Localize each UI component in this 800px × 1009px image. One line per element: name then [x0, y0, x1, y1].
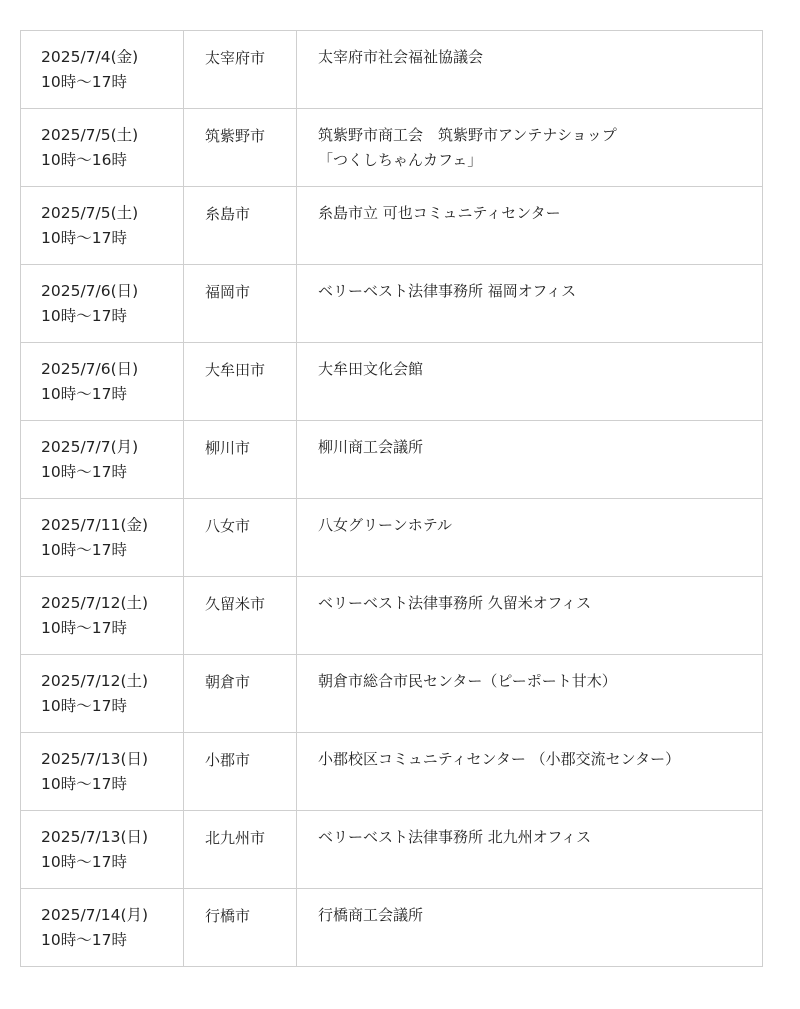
event-venue: 筑紫野市商工会 筑紫野市アンテナショップ: [318, 126, 617, 144]
date-cell: [21, 265, 184, 343]
schedule-table: [20, 30, 763, 967]
event-date: 2025/7/14(月): [41, 906, 149, 924]
event-date: 2025/7/4(金): [41, 48, 139, 66]
city-cell: [184, 421, 297, 499]
event-city: 福岡市: [205, 283, 251, 301]
table-row: [21, 811, 763, 889]
date-cell: [21, 655, 184, 733]
event-date: 2025/7/13(日): [41, 828, 149, 846]
event-date: 2025/7/7(月): [41, 438, 139, 456]
date-cell: [21, 889, 184, 967]
city-cell: [184, 343, 297, 421]
venue-cell: [297, 499, 763, 577]
city-cell: [184, 31, 297, 109]
table-row: [21, 889, 763, 967]
event-venue: 行橋商工会議所: [318, 906, 424, 924]
venue-cell: [297, 811, 763, 889]
date-cell: [21, 421, 184, 499]
event-venue: 小郡校区コミュニティセンター （小郡交流センター）: [318, 750, 681, 768]
event-venue: 八女グリーンホテル: [318, 516, 452, 534]
table-row: [21, 343, 763, 421]
venue-cell: [297, 889, 763, 967]
event-venue: 大牟田文化会館: [318, 360, 424, 378]
date-cell: [21, 577, 184, 655]
table-row: [21, 31, 763, 109]
event-city: 大牟田市: [205, 361, 266, 379]
city-cell: [184, 499, 297, 577]
event-date: 2025/7/12(土): [41, 672, 149, 690]
event-time: 10時～17時: [41, 775, 127, 793]
schedule-table-body: [21, 31, 763, 967]
event-venue: ベリーベスト法律事務所 福岡オフィス: [318, 282, 577, 300]
venue-cell: [297, 655, 763, 733]
table-row: [21, 265, 763, 343]
venue-cell: [297, 343, 763, 421]
event-time: 10時～17時: [41, 853, 127, 871]
event-date: 2025/7/5(土): [41, 126, 139, 144]
city-cell: [184, 577, 297, 655]
event-time: 10時～17時: [41, 73, 127, 91]
event-time: 10時～17時: [41, 931, 127, 949]
event-date: 2025/7/6(日): [41, 282, 139, 300]
city-cell: [184, 187, 297, 265]
venue-cell: [297, 577, 763, 655]
event-venue: ベリーベスト法律事務所 久留米オフィス: [318, 594, 592, 612]
table-row: [21, 499, 763, 577]
date-cell: [21, 343, 184, 421]
table-row: [21, 733, 763, 811]
city-cell: [184, 733, 297, 811]
table-row: [21, 655, 763, 733]
city-cell: [184, 265, 297, 343]
venue-cell: [297, 187, 763, 265]
date-cell: [21, 187, 184, 265]
city-cell: [184, 109, 297, 187]
table-row: [21, 577, 763, 655]
venue-cell: [297, 109, 763, 187]
event-city: 朝倉市: [205, 673, 251, 691]
event-time: 10時～16時: [41, 151, 127, 169]
event-venue: 朝倉市総合市民センター（ピーポート甘木）: [318, 672, 617, 690]
city-cell: [184, 811, 297, 889]
table-row: [21, 187, 763, 265]
date-cell: [21, 811, 184, 889]
event-venue: 柳川商工会議所: [318, 438, 424, 456]
event-date: 2025/7/6(日): [41, 360, 139, 378]
event-time: 10時～17時: [41, 229, 127, 247]
event-date: 2025/7/5(土): [41, 204, 139, 222]
event-city: 北九州市: [205, 829, 266, 847]
date-cell: [21, 109, 184, 187]
event-city: 久留米市: [205, 595, 266, 613]
event-time: 10時～17時: [41, 697, 127, 715]
event-time: 10時～17時: [41, 385, 127, 403]
event-date: 2025/7/12(土): [41, 594, 149, 612]
date-cell: [21, 31, 184, 109]
table-row: [21, 421, 763, 499]
city-cell: [184, 889, 297, 967]
event-venue: 糸島市立 可也コミュニティセンター: [318, 204, 561, 222]
event-city: 糸島市: [205, 205, 251, 223]
venue-cell: [297, 421, 763, 499]
event-city: 八女市: [205, 517, 251, 535]
event-city: 太宰府市: [205, 49, 266, 67]
city-cell: [184, 655, 297, 733]
event-time: 10時～17時: [41, 541, 127, 559]
venue-cell: [297, 733, 763, 811]
venue-cell: [297, 31, 763, 109]
event-time: 10時～17時: [41, 619, 127, 637]
date-cell: [21, 733, 184, 811]
event-date: 2025/7/11(金): [41, 516, 149, 534]
event-date: 2025/7/13(日): [41, 750, 149, 768]
event-venue: 「つくしちゃんカフェ」: [318, 151, 483, 169]
event-city: 行橋市: [205, 907, 251, 925]
event-time: 10時～17時: [41, 463, 127, 481]
event-venue: 太宰府市社会福祉協議会: [318, 48, 484, 66]
event-city: 柳川市: [205, 439, 251, 457]
table-row: [21, 109, 763, 187]
event-city: 小郡市: [205, 751, 251, 769]
event-city: 筑紫野市: [205, 127, 266, 145]
event-time: 10時～17時: [41, 307, 127, 325]
schedule-container: [20, 30, 762, 967]
date-cell: [21, 499, 184, 577]
venue-cell: [297, 265, 763, 343]
event-venue: ベリーベスト法律事務所 北九州オフィス: [318, 828, 592, 846]
